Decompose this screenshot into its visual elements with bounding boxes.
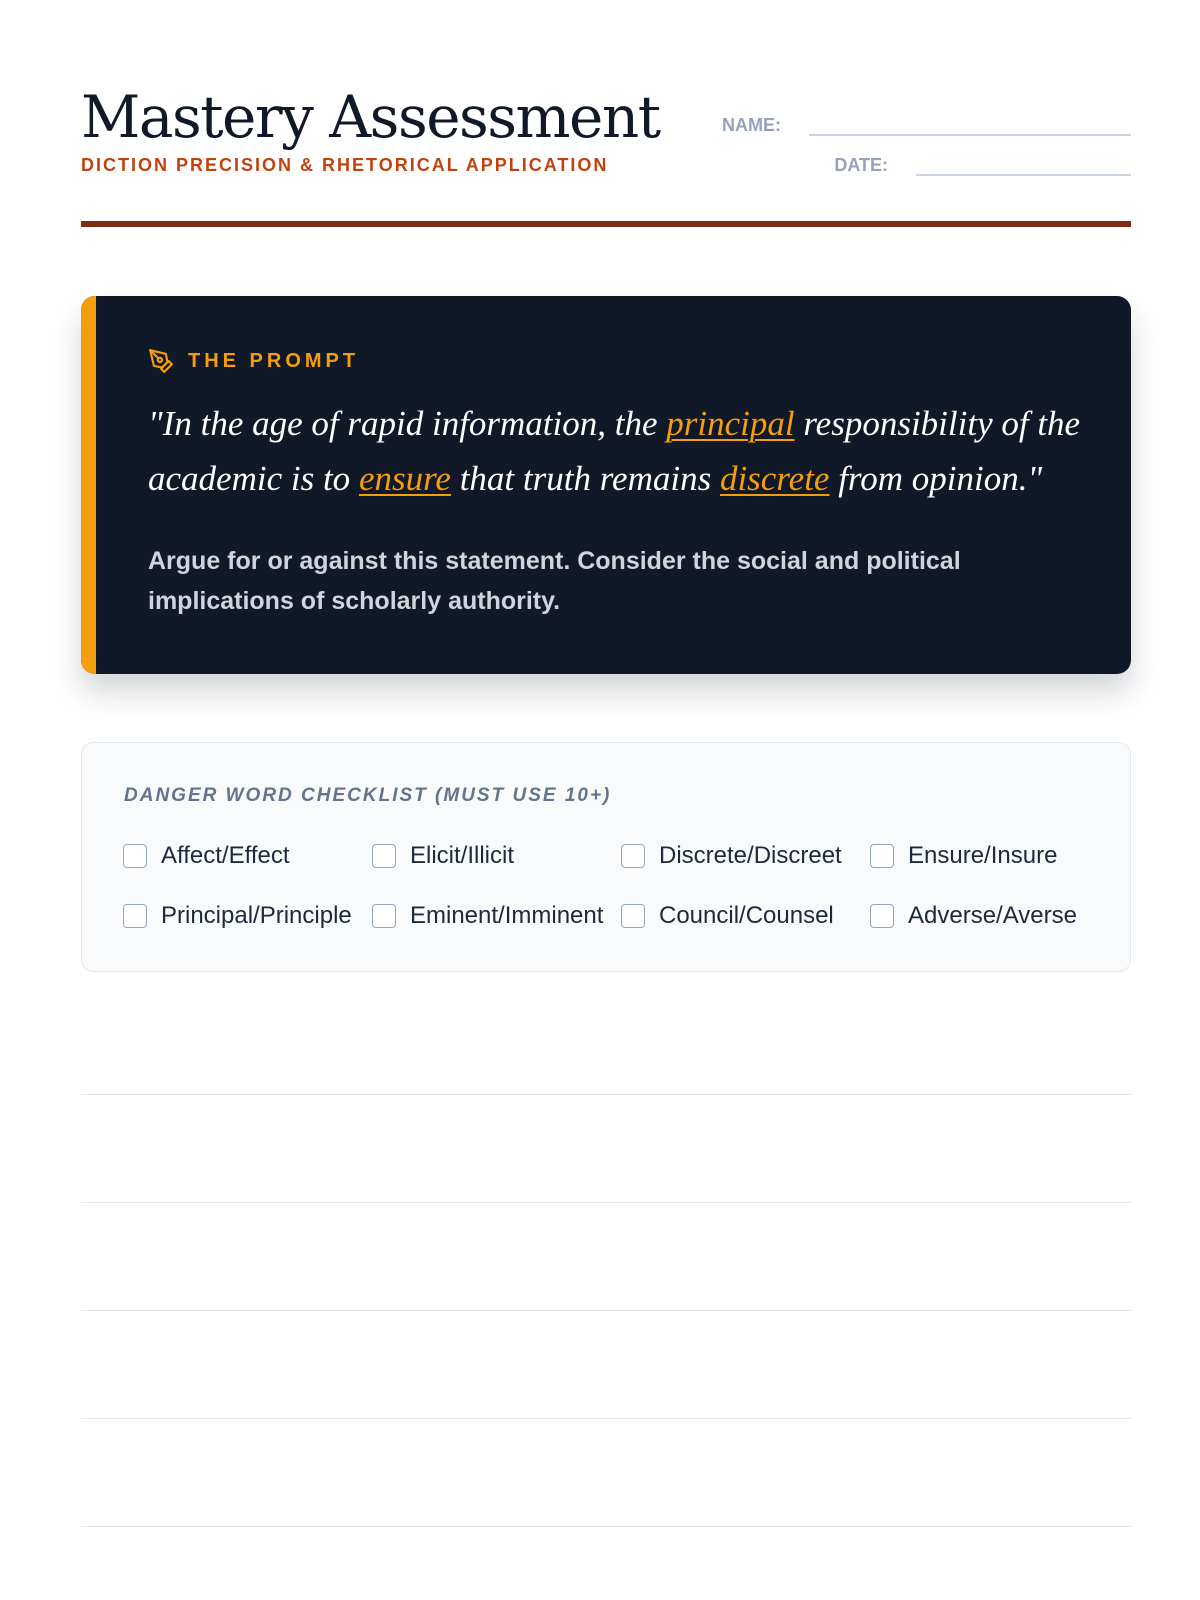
checkbox[interactable]	[123, 844, 147, 868]
page-header	[81, 0, 1131, 228]
checklist-item-label: Discrete/Discreet	[659, 842, 842, 869]
prompt-card	[81, 296, 1131, 674]
checklist-item-label: Ensure/Insure	[908, 842, 1058, 869]
writing-line[interactable]	[81, 1202, 1131, 1203]
writing-line[interactable]	[81, 1418, 1131, 1419]
highlighted-word: principal	[666, 404, 795, 443]
header-divider	[81, 221, 1131, 227]
checklist-item[interactable]	[621, 901, 834, 931]
checklist-item[interactable]	[621, 841, 842, 871]
prompt-quote	[148, 396, 1088, 506]
checkbox[interactable]	[123, 904, 147, 928]
checklist-item-label: Adverse/Averse	[908, 902, 1077, 929]
checklist-item[interactable]	[123, 841, 290, 871]
page-subtitle: DICTION PRECISION & RHETORICAL APPLICATION	[81, 155, 609, 175]
checkbox[interactable]	[372, 904, 396, 928]
checklist-item[interactable]	[372, 841, 514, 871]
checklist-item[interactable]	[123, 901, 352, 931]
checklist-item-label: Eminent/Imminent	[410, 902, 604, 929]
prompt-header	[148, 348, 359, 374]
name-label: NAME:	[722, 115, 781, 135]
checklist-item-label: Principal/Principle	[161, 902, 352, 929]
checkbox[interactable]	[870, 904, 894, 928]
prompt-accent-bar	[81, 296, 96, 674]
checkbox[interactable]	[870, 844, 894, 868]
assessment-page	[81, 0, 1131, 929]
checklist-item[interactable]	[870, 901, 1077, 931]
writing-line[interactable]	[81, 1310, 1131, 1311]
checklist-item-label: Council/Counsel	[659, 902, 834, 929]
prompt-label: THE PROMPT	[188, 349, 360, 372]
page-title: Mastery Assessment	[81, 83, 660, 151]
checklist-item[interactable]	[372, 901, 603, 931]
date-label: DATE:	[834, 155, 888, 175]
date-input-line[interactable]	[916, 152, 1131, 176]
checkbox[interactable]	[372, 844, 396, 868]
checklist-title: DANGER WORD CHECKLIST (MUST USE 10+)	[124, 785, 612, 806]
checkbox[interactable]	[621, 904, 645, 928]
danger-word-checklist	[81, 742, 1131, 972]
checklist-item-label: Affect/Effect	[161, 842, 290, 869]
name-input-line[interactable]	[809, 112, 1131, 136]
quote-text: that truth remains	[450, 459, 720, 498]
prompt-instruction: Argue for or against this statement. Consider the social and political implications of scholarly authority.	[148, 547, 961, 615]
highlighted-word: discrete	[719, 459, 830, 498]
writing-line[interactable]	[81, 1526, 1131, 1527]
writing-line[interactable]	[81, 1094, 1131, 1095]
checkbox[interactable]	[621, 844, 645, 868]
date-field	[834, 152, 1131, 176]
checklist-item-label: Elicit/Illicit	[410, 842, 515, 869]
highlighted-word: ensure	[358, 459, 451, 498]
quote-text: from opinion."	[829, 459, 1043, 498]
quote-text: "In the age of rapid information, the	[148, 404, 667, 443]
name-field	[722, 112, 1131, 136]
checklist-item[interactable]	[870, 841, 1057, 871]
quote-text: responsibility of the academic is to	[148, 404, 1081, 498]
pen-nib-icon	[148, 348, 174, 374]
